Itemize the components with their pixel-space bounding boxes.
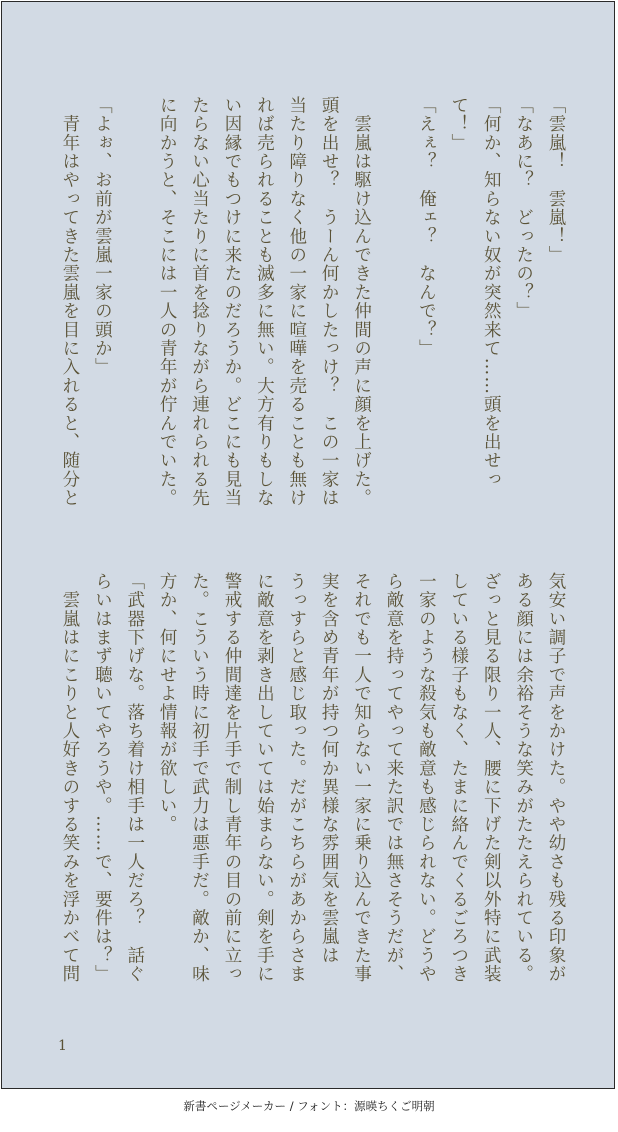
text-line: ある顔には余裕そうな笑みがたたえられている。 xyxy=(513,572,534,984)
text-line: て！」 xyxy=(448,96,469,153)
text-block-bottom xyxy=(52,572,572,992)
text-line: 頭を出せ？ うーん何かしたっけ？ この一家は xyxy=(319,96,340,508)
text-line: れば売られることも滅多に無い。大方有りもしな xyxy=(254,96,275,508)
text-line: ざっと見る限り一人、腰に下げた剣以外特に武装 xyxy=(481,572,502,984)
text-line: 「よぉ、お前が雲嵐一家の頭か」 xyxy=(92,96,113,377)
text-line: い因縁でもつけに来たのだろうか。どこにも見当 xyxy=(221,96,242,508)
text-line: 実を含め青年が持つ何か異様な雰囲気を雲嵐は xyxy=(319,572,340,965)
text-line: 気安い調子で声をかけた。やや幼さも残る印象が xyxy=(546,572,566,984)
text-line xyxy=(378,96,410,526)
text-line: 方か、何にせよ情報が欲しい。 xyxy=(157,572,178,834)
text-line: うっすらと感じ取った。だがこちらがあからさま xyxy=(286,572,307,984)
text-block-top xyxy=(52,96,572,526)
page-number: 1 xyxy=(58,1038,67,1054)
text-line: 一家のような殺気も敵意も感じられない。どうや xyxy=(416,572,437,984)
text-line: に敵意を剥き出していては始まらない。剣を手に xyxy=(254,572,275,984)
text-line: している様子もなく、たまに絡んでくるごろつき xyxy=(448,572,469,984)
text-line: 雲嵐はにこりと人好きのする笑みを浮かべて問 xyxy=(59,572,80,984)
text-line: 警戒する仲間達を片手で制し青年の目の前に立っ xyxy=(221,572,242,984)
text-line: 雲嵐は駆け込んできた仲間の声に顔を上げた。 xyxy=(351,96,372,508)
footer-credit: 新書ページメーカー / フォント：源暎ちくご明朝 xyxy=(183,1099,435,1113)
text-line: 当たり障りなく他の一家に喧嘩を売ることも無け xyxy=(286,96,307,508)
text-line: 「何か、知らない奴が突然来て……頭を出せっ xyxy=(481,96,502,489)
text-line: に向かうと、そこには一人の青年が佇んでいた。 xyxy=(157,96,178,508)
text-line: 「なあに？ どったの？」 xyxy=(513,96,534,321)
text-line xyxy=(118,96,150,526)
text-line: ら敵意を持ってやって来た訳では無さそうだが、 xyxy=(383,572,404,984)
text-line: らいはまず聴いてやろうや。……で、要件は？」 xyxy=(92,572,113,984)
text-line: たらない心当たりに首を捻りながら連れられる先 xyxy=(189,96,210,508)
text-line: それでも一人で知らない一家に乗り込んできた事 xyxy=(351,572,372,984)
text-line: 「武器下げな。落ち着け相手は一人だろ？ 話ぐ xyxy=(124,572,145,984)
text-line: 青年はやってきた雲嵐を目に入れると、随分と xyxy=(59,96,80,508)
text-line: 「えぇ？ 俺ェ？ なんで？」 xyxy=(416,96,437,358)
text-line: た。こういう時に初手で武力は悪手だ。敵か、味 xyxy=(189,572,210,984)
text-line: 「雲嵐！ 雲嵐！」 xyxy=(546,96,566,265)
book-page xyxy=(1,1,615,1089)
